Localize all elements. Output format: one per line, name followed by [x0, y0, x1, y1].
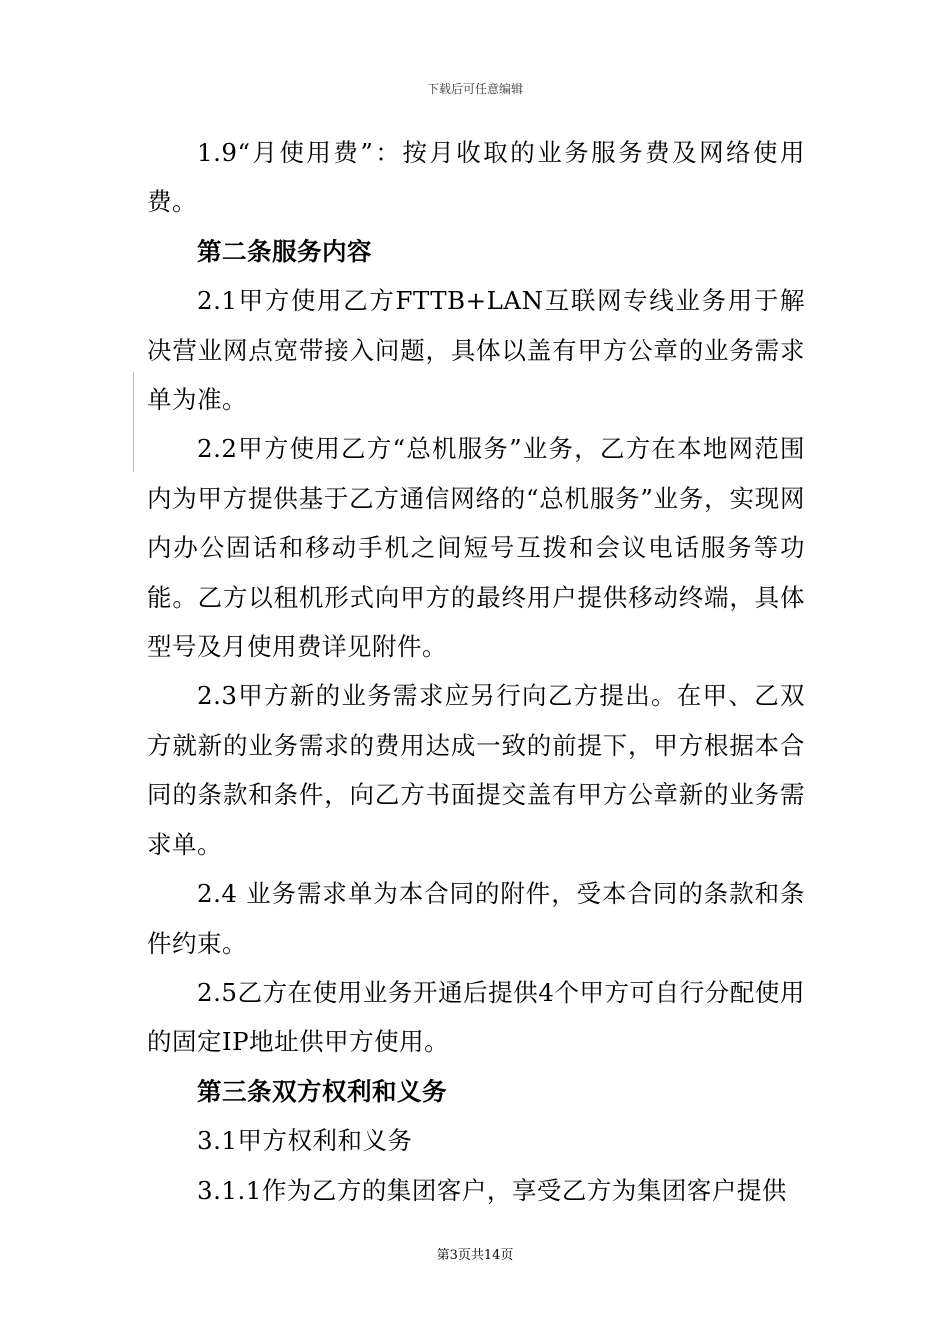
page-number: 第3页共14页 — [436, 1248, 514, 1263]
section-heading-service-content: 第二条服务内容 — [197, 236, 372, 266]
clause-3-1: 3.1甲方权利和义务 — [197, 1126, 413, 1156]
clause-2-5: 2.5乙方在使用业务开通后提供4个甲方可自行分配使用的固定IP地址供甲方使用。 — [147, 977, 805, 1057]
clause-2-1: 2.1甲方使用乙方FTTB+LAN互联网专线业务用于解决营业网点宽带接入问题，具体以盖有甲方公章的业务需求单为准。 — [147, 286, 805, 415]
header-note: 下载后可任意编辑 — [426, 82, 523, 96]
clause-2-3: 2.3甲方新的业务需求应另行向乙方提出。在甲、乙双方就新的业务需求的费用达成一致的前提下，甲方根据本合同的条款和条件，向乙方书面提交盖有甲方公章新的业务需求单。 — [147, 681, 805, 859]
clause-3-1-1: 3.1.1作为乙方的集团客户，享受乙方为集团客户提供 — [197, 1175, 787, 1205]
margin-rule — [133, 372, 134, 472]
clause-2-2: 2.2甲方使用乙方“总机服务”业务，乙方在本地网范围内为甲方提供基于乙方通信网络的“总机服务”业务，实现网内办公固话和移动手机之间短号互拨和会议电话服务等功能。乙方以租机形式向甲方的最终用户提供移动终端，具体型号及月使用费详见附件。 — [147, 434, 805, 662]
clause-1-9: 1.9“月使用费”：按月收取的业务服务费及网络使用费。 — [147, 138, 805, 217]
document-body — [147, 128, 805, 1215]
section-heading-rights-obligations: 第三条双方权利和义务 — [197, 1076, 447, 1106]
clause-2-4: 2.4 业务需求单为本合同的附件，受本合同的条款和条件约束。 — [147, 879, 805, 958]
